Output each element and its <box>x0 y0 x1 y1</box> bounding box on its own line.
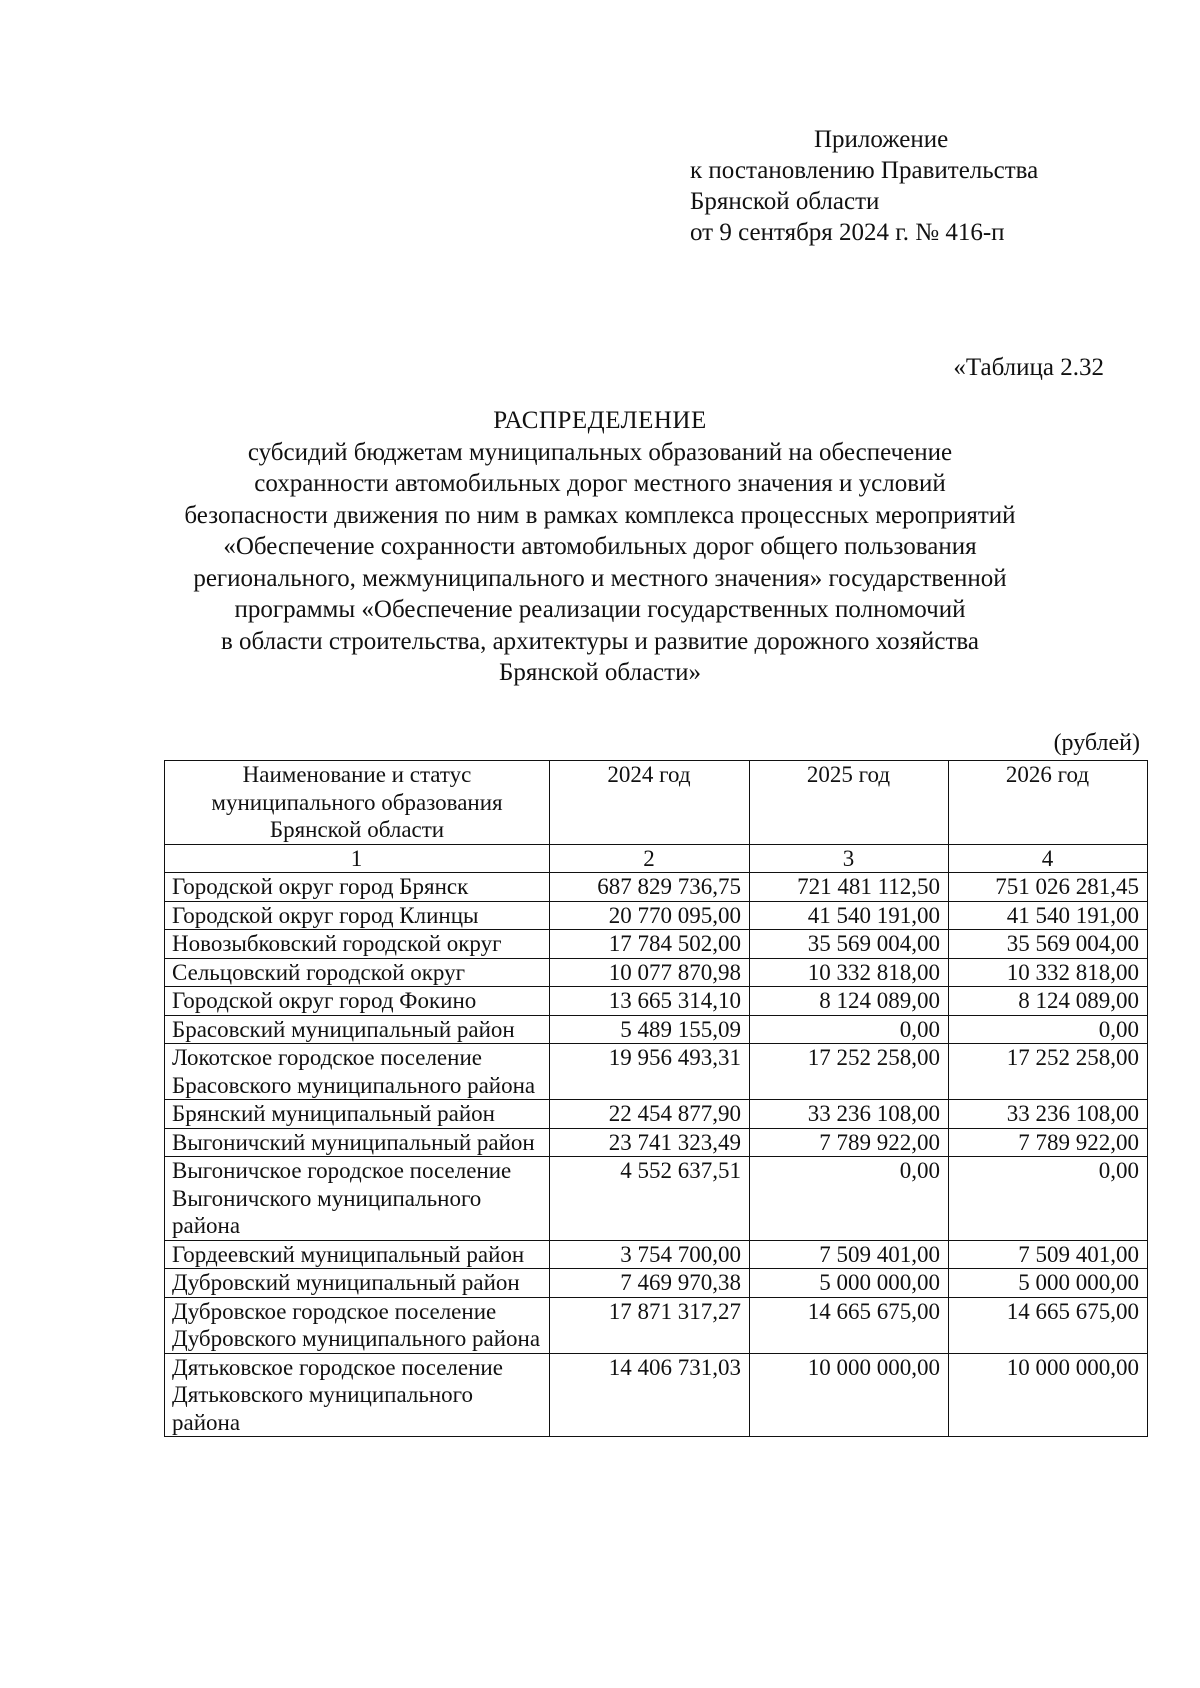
cell-2025: 41 540 191,00 <box>750 901 949 930</box>
cell-name: Городской округ город Фокино <box>165 987 550 1016</box>
cell-2025: 35 569 004,00 <box>750 930 949 959</box>
table-row <box>165 1297 1148 1353</box>
cell-2024: 22 454 877,90 <box>550 1100 750 1129</box>
cell-name: Выгоничский муниципальный район <box>165 1128 550 1157</box>
table-row <box>165 1353 1148 1437</box>
cell-2024: 4 552 637,51 <box>550 1157 750 1241</box>
appendix-line: к постановлению Правительства <box>690 157 1039 184</box>
heading-line: Брянской области» <box>499 659 701 686</box>
cell-2024: 14 406 731,03 <box>550 1353 750 1437</box>
cell-2024: 10 077 870,98 <box>550 958 750 987</box>
cell-2024: 687 829 736,75 <box>550 873 750 902</box>
table-header-row <box>165 761 1148 845</box>
cell-name: Локотское городское поселение Брасовского муниципального района <box>165 1044 550 1100</box>
cell-2025: 0,00 <box>750 1015 949 1044</box>
cell-2025: 10 332 818,00 <box>750 958 949 987</box>
cell-name: Дубровский муниципальный район <box>165 1269 550 1298</box>
cell-2024: 23 741 323,49 <box>550 1128 750 1157</box>
table-row <box>165 873 1148 902</box>
appendix-line: Приложение <box>814 126 949 153</box>
table-number: «Таблица 2.32 <box>953 354 1104 381</box>
cell-2024: 5 489 155,09 <box>550 1015 750 1044</box>
heading-line: безопасности движения по ним в рамках комплекса процессных мероприятий <box>184 501 1016 529</box>
cell-2025: 10 000 000,00 <box>750 1353 949 1437</box>
header-2026: 2026 год <box>949 761 1148 845</box>
cell-2024: 20 770 095,00 <box>550 901 750 930</box>
header-2025: 2025 год <box>750 761 949 845</box>
distribution-table <box>164 760 1148 1437</box>
cell-2026: 10 000 000,00 <box>949 1353 1148 1437</box>
table-row <box>165 1015 1148 1044</box>
cell-name: Сельцовский городской округ <box>165 958 550 987</box>
cell-2025: 8 124 089,00 <box>750 987 949 1016</box>
heading-line: «Обеспечение сохранности автомобильных дорог общего пользования <box>223 533 977 560</box>
cell-2024: 3 754 700,00 <box>550 1240 750 1269</box>
cell-2026: 5 000 000,00 <box>949 1269 1148 1298</box>
cell-2025: 14 665 675,00 <box>750 1297 949 1353</box>
cell-name: Брянский муниципальный район <box>165 1100 550 1129</box>
table-row <box>165 1100 1148 1129</box>
heading-line: субсидий бюджетам муниципальных образований на обеспечение <box>247 438 953 466</box>
appendix-block <box>690 124 1038 248</box>
cell-2025: 33 236 108,00 <box>750 1100 949 1129</box>
cell-name: Городской округ город Клинцы <box>165 901 550 930</box>
table-row <box>165 1157 1148 1241</box>
cell-name: Выгоничское городское поселение Выгоничского муниципального района <box>165 1157 550 1241</box>
cell-2025: 5 000 000,00 <box>750 1269 949 1298</box>
table-row <box>165 901 1148 930</box>
cell-2024: 7 469 970,38 <box>550 1269 750 1298</box>
heading-title: РАСПРЕДЕЛЕНИЕ <box>493 407 707 434</box>
cell-name: Брасовский муниципальный район <box>165 1015 550 1044</box>
cell-2025: 0,00 <box>750 1157 949 1241</box>
cell-2025: 721 481 112,50 <box>750 873 949 902</box>
header-2024: 2024 год <box>550 761 750 845</box>
cell-name: Дятьковское городское поселение Дятьковского муниципального района <box>165 1353 550 1437</box>
cell-2026: 0,00 <box>949 1157 1148 1241</box>
cell-2026: 7 789 922,00 <box>949 1128 1148 1157</box>
cell-2026: 35 569 004,00 <box>949 930 1148 959</box>
appendix-line: от 9 сентября 2024 г. № 416-п <box>690 219 1005 246</box>
document-heading <box>120 405 1080 689</box>
cell-2025: 7 789 922,00 <box>750 1128 949 1157</box>
cell-2026: 17 252 258,00 <box>949 1044 1148 1100</box>
cell-name: Новозыбковский городской округ <box>165 930 550 959</box>
cell-2024: 17 784 502,00 <box>550 930 750 959</box>
cell-2025: 7 509 401,00 <box>750 1240 949 1269</box>
column-number: 2 <box>550 844 750 873</box>
heading-line: регионального, межмуниципального и местного значения» государственной <box>193 564 1007 592</box>
cell-2026: 751 026 281,45 <box>949 873 1148 902</box>
table-row <box>165 930 1148 959</box>
cell-name: Городской округ город Брянск <box>165 873 550 902</box>
table-row <box>165 987 1148 1016</box>
units-label: (рублей) <box>1053 730 1140 756</box>
table-row <box>165 1128 1148 1157</box>
heading-line: сохранности автомобильных дорог местного значения и условий <box>254 470 946 497</box>
table-row <box>165 1240 1148 1269</box>
heading-line: в области строительства, архитектуры и развитие дорожного хозяйства <box>221 627 979 655</box>
heading-line: программы «Обеспечение реализации государственных полномочий <box>234 596 966 623</box>
column-number-row <box>165 844 1148 873</box>
cell-2025: 17 252 258,00 <box>750 1044 949 1100</box>
cell-2026: 41 540 191,00 <box>949 901 1148 930</box>
table-row <box>165 958 1148 987</box>
column-number: 3 <box>750 844 949 873</box>
cell-2024: 13 665 314,10 <box>550 987 750 1016</box>
appendix-line: Брянской области <box>690 188 880 215</box>
cell-name: Гордеевский муниципальный район <box>165 1240 550 1269</box>
table-row <box>165 1044 1148 1100</box>
cell-name: Дубровское городское поселение Дубровского муниципального района <box>165 1297 550 1353</box>
column-number: 1 <box>165 844 550 873</box>
cell-2026: 10 332 818,00 <box>949 958 1148 987</box>
cell-2024: 17 871 317,27 <box>550 1297 750 1353</box>
column-number: 4 <box>949 844 1148 873</box>
cell-2026: 14 665 675,00 <box>949 1297 1148 1353</box>
cell-2026: 0,00 <box>949 1015 1148 1044</box>
cell-2026: 8 124 089,00 <box>949 987 1148 1016</box>
cell-2024: 19 956 493,31 <box>550 1044 750 1100</box>
cell-2026: 33 236 108,00 <box>949 1100 1148 1129</box>
table-row <box>165 1269 1148 1298</box>
cell-2026: 7 509 401,00 <box>949 1240 1148 1269</box>
header-name: Наименование и статус муниципального образования Брянской области <box>165 761 550 845</box>
